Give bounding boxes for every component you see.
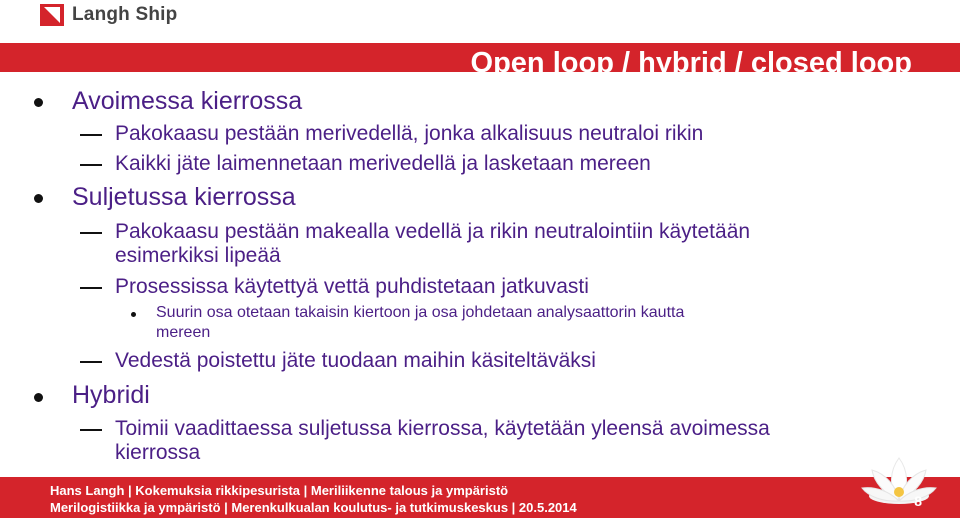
sub-sub-bullet-continued: mereen (156, 324, 211, 341)
bullet-closed-loop: Suljetussa kierrossa (72, 183, 296, 211)
lotus-flower-icon (860, 452, 938, 512)
small-bullet-icon (131, 312, 136, 317)
footer-line-1: Hans Langh | Kokemuksia rikkipesurista | Meriliikenne talous ja ympäristö (50, 483, 509, 498)
bullet-icon (34, 393, 43, 402)
bullet-icon (34, 98, 43, 107)
sub-bullet: Toimii vaadittaessa suljetussa kierrossa, käytetään yleensä avoimessa (115, 417, 770, 440)
bullet-icon (34, 194, 43, 203)
footer-line-2: Merilogistiikka ja ympäristö | Merenkulkualan koulutus- ja tutkimuskeskus | 20.5.2014 (50, 500, 577, 515)
dash-icon (80, 164, 102, 166)
dash-icon (80, 232, 102, 234)
sub-bullet: Prosessissa käytettyä vettä puhdistetaan jatkuvasti (115, 275, 589, 298)
sub-bullet: Pakokaasu pestään makealla vedellä ja rikin neutralointiin käytetään (115, 220, 751, 243)
logo-text: Langh Ship (72, 4, 178, 25)
sub-sub-bullet: Suurin osa otetaan takaisin kiertoon ja osa johdetaan analysaattorin kautta (156, 304, 685, 321)
sub-bullet: Kaikki jäte laimennetaan merivedellä ja lasketaan mereen (115, 152, 651, 175)
page-number: 8 (914, 493, 922, 509)
slide-title: Open loop / hybrid / closed loop (470, 47, 912, 79)
footer-bar (0, 477, 960, 518)
dash-icon (80, 134, 102, 136)
sub-bullet: Pakokaasu pestään merivedellä, jonka alkalisuus neutraloi rikin (115, 122, 704, 145)
bullet-open-loop: Avoimessa kierrossa (72, 87, 303, 115)
dash-icon (80, 287, 102, 289)
sub-bullet-continued: esimerkiksi lipeää (115, 244, 281, 267)
dash-icon (80, 429, 102, 431)
sub-bullet-continued: kierrossa (115, 441, 201, 464)
sub-bullet: Vedestä poistettu jäte tuodaan maihin käsiteltäväksi (115, 349, 596, 372)
bullet-hybrid: Hybridi (72, 381, 150, 409)
dash-icon (80, 361, 102, 363)
